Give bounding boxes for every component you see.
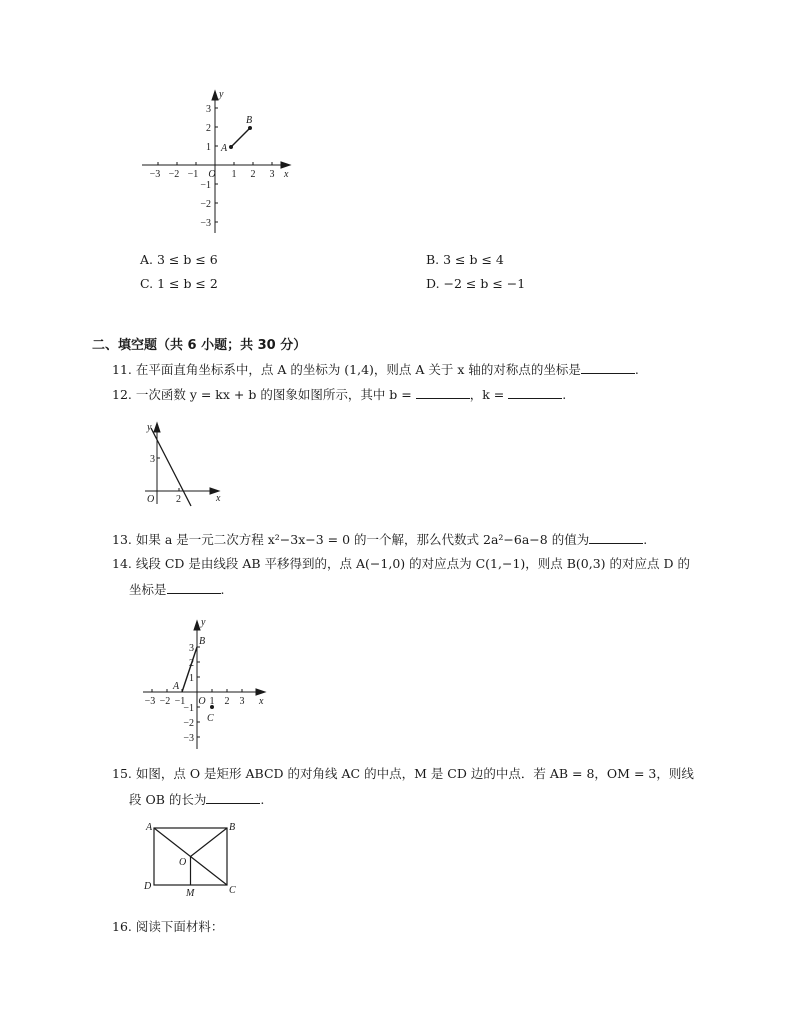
question-14-text-b: 坐标是 <box>129 582 167 597</box>
x-tick-label: 3 <box>269 169 275 180</box>
y-tick-label: −2 <box>183 718 194 729</box>
question-13 <box>112 531 647 548</box>
question-11-text: 11. 在平面直角坐标系中，点 A 的坐标为 (1,4)，则点 A 关于 x 轴的对称点的坐标是 <box>112 362 581 377</box>
question-12 <box>112 386 566 403</box>
answer-blank[interactable] <box>167 581 221 594</box>
option-b <box>426 252 504 268</box>
point-b-dot <box>248 126 252 130</box>
section-heading: 二、填空题（共 6 小题；共 30 分） <box>92 338 307 353</box>
option-d <box>426 276 525 292</box>
y-intercept-label: 3 <box>150 454 155 465</box>
vertex-c-label: C <box>229 885 236 896</box>
y-tick-label: −2 <box>200 199 211 210</box>
x-tick-label: 2 <box>250 169 256 180</box>
origin-label: O <box>147 494 155 505</box>
point-a-label: A <box>221 143 228 154</box>
x-tick-label: −3 <box>149 169 161 180</box>
y-tick-label: −3 <box>183 733 194 744</box>
x-axis-label: x <box>216 493 221 504</box>
question-13-end: . <box>643 532 648 547</box>
question-14-end: . <box>220 582 225 597</box>
segment-ob <box>191 828 228 857</box>
y-tick-label: 1 <box>206 142 211 153</box>
question-12-end: . <box>562 387 567 402</box>
figure-linear-function <box>140 418 230 508</box>
x-tick-label: 1 <box>209 696 215 707</box>
y-axis-label: y <box>201 617 206 628</box>
option-b-text: B. 3 ≤ b ≤ 4 <box>426 252 504 267</box>
point-a-label: A <box>173 681 180 692</box>
x-axis-label: x <box>284 169 289 180</box>
question-15-line1: 15. 如图，点 O 是矩形 ABCD 的对角线 AC 的中点，M 是 CD 边的中点．若 AB = 8，OM = 3，则线 <box>112 766 694 781</box>
x-tick-label: 3 <box>239 696 245 707</box>
point-a-dot <box>229 145 233 149</box>
y-tick-label: 2 <box>206 123 211 134</box>
point-b-label: B <box>246 115 253 126</box>
x-tick-label: −1 <box>174 696 186 707</box>
question-14-line2 <box>129 581 225 598</box>
vertex-a-label: A <box>146 822 153 833</box>
point-o-label: O <box>179 857 187 868</box>
option-c-text: C. 1 ≤ b ≤ 2 <box>140 276 218 291</box>
origin-label: O <box>208 169 216 180</box>
y-tick-label: −1 <box>200 180 211 191</box>
answer-blank[interactable] <box>416 386 470 399</box>
answer-blank[interactable] <box>581 361 635 374</box>
x-intercept-label: 2 <box>176 494 181 505</box>
option-c <box>140 276 218 292</box>
point-b-label: B <box>199 636 206 647</box>
x-tick-label: 2 <box>224 696 230 707</box>
answer-blank[interactable] <box>206 791 260 804</box>
question-12-text-a: 12. 一次函数 y = kx + b 的图象如图所示，其中 b = <box>112 387 412 402</box>
x-tick-label: −3 <box>144 696 156 707</box>
question-16: 16. 阅读下面材料： <box>112 919 224 934</box>
question-11 <box>112 361 639 378</box>
x-tick-label: 1 <box>231 169 237 180</box>
y-tick-label: −3 <box>200 218 211 229</box>
segment-ab <box>231 128 250 147</box>
origin-label: O <box>198 696 206 707</box>
x-axis-label: x <box>259 696 264 707</box>
x-tick-label: −2 <box>159 696 171 707</box>
question-13-text: 13. 如果 a 是一元二次方程 x²−3x−3 = 0 的一个解，那么代数式 2a²−6a−8 的值为 <box>112 532 590 547</box>
y-tick-label: 2 <box>189 658 194 669</box>
question-11-end: . <box>634 362 639 377</box>
y-tick-label: −1 <box>183 703 194 714</box>
point-c-label: C <box>207 713 214 724</box>
x-tick-label: −1 <box>187 169 199 180</box>
option-a-text: A. 3 ≤ b ≤ 6 <box>140 252 218 267</box>
answer-blank[interactable] <box>508 386 562 399</box>
point-m-label: M <box>186 888 195 898</box>
y-tick-label: 3 <box>189 643 194 654</box>
option-a <box>140 252 218 268</box>
y-axis-label: y <box>147 422 152 433</box>
option-d-text: D. −2 ≤ b ≤ −1 <box>426 276 526 291</box>
vertex-b-label: B <box>229 822 236 833</box>
question-15-end: . <box>260 792 265 807</box>
question-14-line1: 14. 线段 CD 是由线段 AB 平移得到的，点 A(−1,0) 的对应点为 C(1,−1)，则点 B(0,3) 的对应点 D 的 <box>112 556 691 571</box>
y-tick-label: 1 <box>189 673 194 684</box>
y-tick-label: 3 <box>206 104 211 115</box>
y-axis-label: y <box>219 89 224 100</box>
x-tick-label: −2 <box>168 169 180 180</box>
answer-blank[interactable] <box>589 531 643 544</box>
vertex-d-label: D <box>144 881 152 892</box>
figure-rectangle-abcd <box>140 818 250 898</box>
question-12-text-b: ，k = <box>469 387 505 402</box>
figure-coordinate-abc <box>138 615 273 755</box>
question-15-text-b: 段 OB 的长为 <box>129 792 207 807</box>
figure-coordinate-segment-ab <box>135 85 300 235</box>
question-15-line2 <box>129 791 264 808</box>
